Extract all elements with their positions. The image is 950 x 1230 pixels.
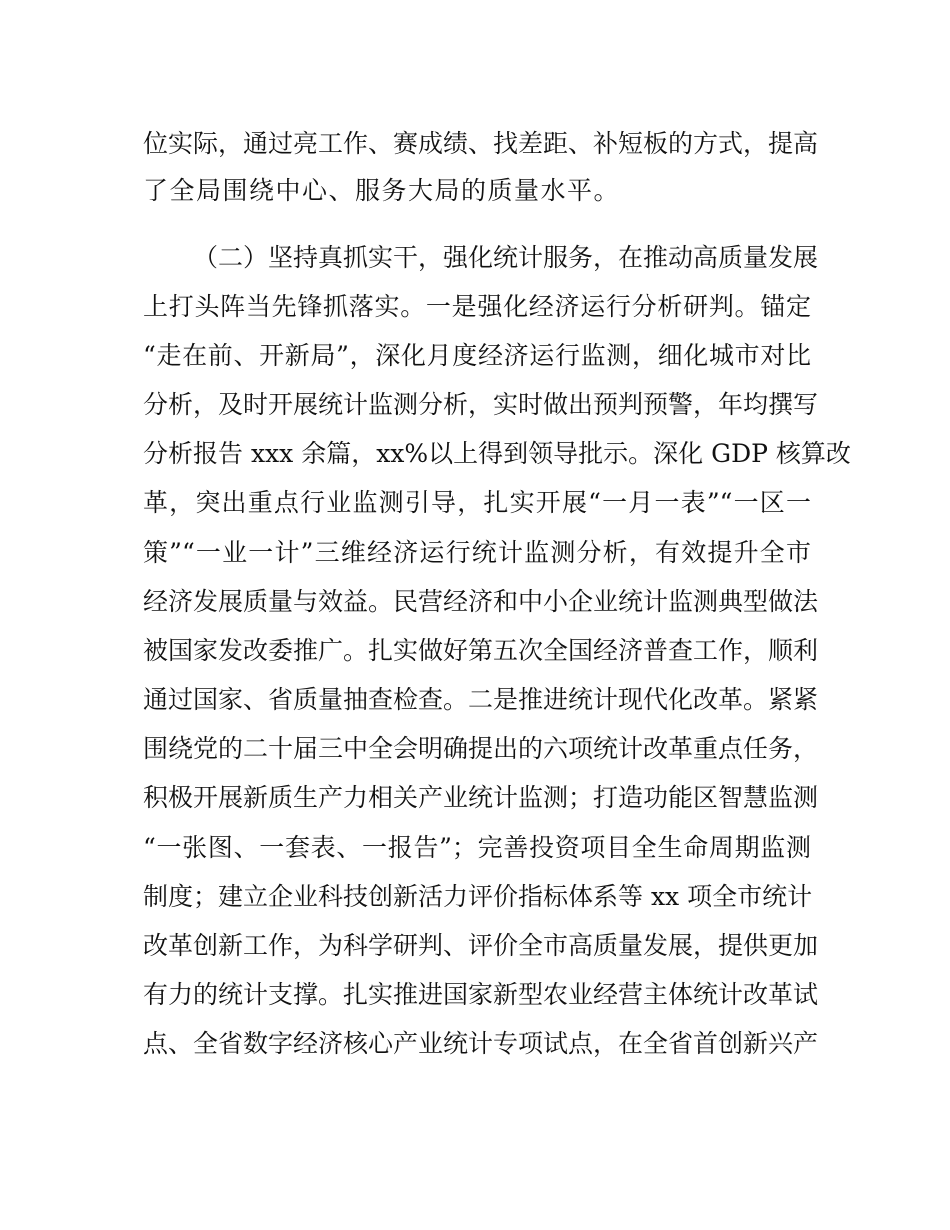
text-line: 积极开展新质生产力相关产业统计监测；打造功能区智慧监测 [143,783,819,812]
text-line: 改革创新工作，为科学研判、评价全市高质量发展，提供更加 [143,931,819,960]
text-line: 点、全省数字经济核心产业统计专项试点，在全省首创新兴产 [143,1029,819,1058]
text-line: 了全局围绕中心、服务大局的质量水平。 [143,176,621,205]
paragraph-first-line: （二）坚持真抓实干，强化统计服务，在推动高质量发展 [193,243,819,272]
text-line: “一张图、一套表、一报告”；完善投资项目全生命周期监测 [143,833,811,862]
text-line: 围绕党的二十届三中全会明确提出的六项统计改革重点任务， [143,734,819,763]
text-line: 分析，及时开展统计监测分析，实时做出预判预警，年均撰写 [143,390,819,419]
text-line: 有力的统计支撑。扎实推进国家新型农业经营主体统计改革试 [143,980,819,1009]
text-line: 被国家发改委推广。扎实做好第五次全国经济普查工作，顺利 [143,636,819,665]
text-line: 革，突出重点行业监测引导，扎实开展“一月一表”“一区一 [143,488,811,517]
text-line: 上打头阵当先锋抓落实。一是强化经济运行分析研判。锚定 [143,292,811,321]
text-line: “走在前、开新局”，深化月度经济运行监测，细化城市对比 [143,341,811,370]
text-line: 位实际，通过亮工作、赛成绩、找差距、补短板的方式，提高 [143,129,819,158]
text-line: 制度；建立企业科技创新活力评价指标体系等 xx 项全市统计 [143,882,813,911]
text-line: 分析报告 xxx 余篇，xx%以上得到领导批示。深化 GDP 核算改 [143,439,851,468]
text-line: 策”“一业一计”三维经济运行统计监测分析，有效提升全市 [143,538,811,567]
text-line: 经济发展质量与效益。民营经济和中小企业统计监测典型做法 [143,587,819,616]
text-line: 通过国家、省质量抽查检查。二是推进统计现代化改革。紧紧 [143,685,819,714]
